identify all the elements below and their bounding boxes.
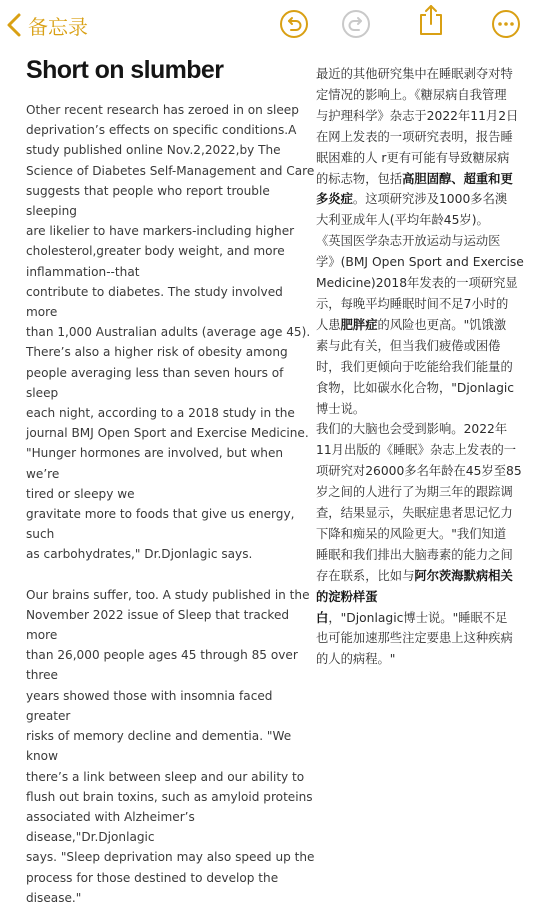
chinese-text: 最近的其他研究集中在睡眠剥夺对特 定情况的影响上。《糖尿病自我管理 与护理科学》杂志于2022年11月2日 在网上发表的一项研究表明，报告睡 眠困难的人 r更有可能有导致糖尿病 的标志物，包括 — [316, 67, 519, 186]
more-button[interactable] — [490, 10, 522, 42]
undo-button[interactable] — [278, 10, 310, 42]
chinese-paragraph[interactable] — [316, 64, 526, 670]
chinese-text: ，"Djonlagic博士说。"睡眠不足 也可能加速那些注定要患上这种疾病 的人的病程。" — [316, 610, 513, 667]
english-column — [26, 54, 316, 908]
chinese-text: 。这项研究涉及1000多名澳 大利亚成年人(平均年龄45岁)。 《英国医学杂志开放运动与运动医 学》(BMJ Open Sport and Exercise Medicine)2018年发表的一项研究显 示，每晚平均睡眠时间不足7小时的 人患 — [316, 192, 524, 332]
english-paragraph[interactable]: Our brains suffer, too. A study published in the November 2022 issue of Sleep that tracked more than 26,000 people ages 45 through 85 over three years showed those with insomnia faced greater risks of memory decline and dementia. "We know there’s a link between sleep and our ability to flush out brain toxins, such as amyloid proteins associated with Alzheimer’s disease,"Dr.Djonlagic says. "Sleep deprivation may also speed up the process for those destined to develop the disease." — [26, 587, 315, 905]
more-icon — [491, 9, 521, 43]
redo-icon — [341, 9, 371, 43]
chinese-bold-text: 高胆固醇、超重和更 多炎症 — [316, 171, 513, 207]
undo-icon — [279, 9, 309, 43]
chinese-bold-text: 阿尔茨海默病相关 的淀粉样蛋 白 — [316, 568, 513, 625]
chinese-column — [316, 64, 526, 670]
chevron-left-icon — [6, 12, 22, 38]
back-button[interactable] — [6, 8, 88, 42]
chinese-text: 的风险也更高。"饥饿激 素与此有关，但当我们疲倦或困倦 时，我们更倾向于吃能给我们能量的 食物，比如碳水化合物，"Djonlagic 博士说。 我们的大脑也会受到影响。2022年 11月出版的《睡眠》杂志上发表的一 项研究对26000多名年龄在45岁至85 岁之间的人进行了为期三年的跟踪调 查，结果显示，失眠症患者思记忆力 下降和痴呆的风险更大。"我们知道 睡眠和我们排出大脑毒素的能力之间 存在联系，比如与 — [316, 317, 522, 583]
english-paragraph[interactable]: Other recent research has zeroed in on sleep deprivation’s effects on specific conditions.A study published online Nov.2,2022,by The Science of Diabetes Self-Management and Care suggests that people who report trouble sleeping are likelier to have markers-including higher cholesterol,greater body weight, and more inflammation--that contribute to diabetes. The study involved more than 1,000 Australian adults (average age 45). There’s also a higher risk of obesity among people averaging less than seven hours of sleep each night, according to a 2018 study in the journal BMJ Open Sport and Exercise Medicine. "Hunger hormones are involved, but when we’re tired or sleepy we gravitate more to foods that give us energy, such as carbohydrates," Dr.Djonlagic says. — [26, 103, 315, 562]
redo-button[interactable] — [340, 10, 372, 42]
share-button[interactable] — [415, 6, 447, 38]
note-title[interactable]: Short on slumber — [26, 56, 224, 84]
notes-toolbar — [0, 0, 540, 52]
back-label: 备忘录 — [28, 14, 88, 39]
share-icon — [417, 3, 445, 41]
chinese-bold-text: 肥胖症 — [340, 317, 378, 332]
